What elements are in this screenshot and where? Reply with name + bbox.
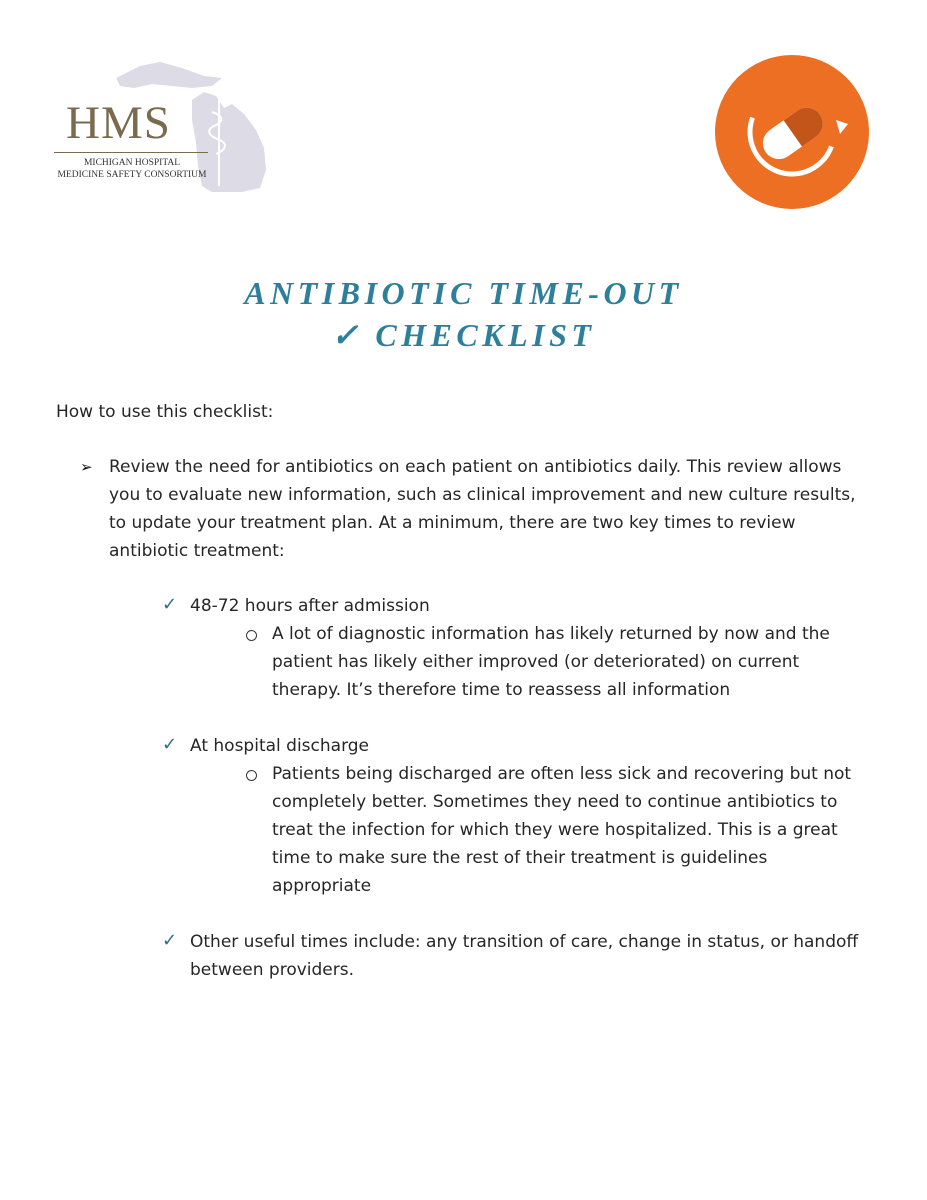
checkmark-icon: ✓ bbox=[162, 930, 178, 951]
hms-logo bbox=[52, 56, 272, 196]
logo-subtitle-line-2: MEDICINE SAFETY CONSORTIUM bbox=[57, 170, 207, 180]
checkmark-icon: ✓ bbox=[162, 734, 178, 755]
title-line-2 bbox=[0, 314, 927, 356]
main-point-line: to update your treatment plan. At a minimum, there are two key times to review bbox=[109, 513, 796, 533]
title-line-1: ANTIBIOTIC TIME-OUT bbox=[244, 275, 683, 311]
other-line: Other useful times include: any transition of care, change in status, or handoff bbox=[190, 932, 859, 952]
logo-divider bbox=[54, 152, 208, 153]
check-item-label: 48-72 hours after admission bbox=[190, 596, 430, 616]
title-check-icon: ✓ bbox=[331, 317, 363, 353]
detail-line: appropriate bbox=[272, 876, 372, 896]
detail-line: therapy. It’s therefore time to reassess all information bbox=[272, 680, 731, 700]
pill-refresh-icon bbox=[714, 54, 870, 210]
logo-subtitle bbox=[54, 157, 210, 181]
main-point bbox=[109, 453, 879, 565]
intro-text: How to use this checklist: bbox=[56, 402, 274, 422]
check-item-label: At hospital discharge bbox=[190, 736, 370, 756]
check-item-other bbox=[190, 928, 900, 984]
circle-bullet-icon bbox=[246, 770, 257, 781]
pill-refresh-badge bbox=[714, 54, 870, 210]
detail-line: A lot of diagnostic information has likely returned by now and the bbox=[272, 624, 830, 644]
main-point-line: you to evaluate new information, such as clinical improvement and new culture results, bbox=[109, 485, 856, 505]
detail-line: Patients being discharged are often less sick and recovering but not bbox=[272, 764, 852, 784]
check-item-detail bbox=[272, 760, 882, 900]
detail-line: treat the infection for which they were hospitalized. This is a great bbox=[272, 820, 838, 840]
circle-bullet-icon bbox=[246, 630, 257, 641]
detail-line: patient has likely either improved (or deteriorated) on current bbox=[272, 652, 800, 672]
check-item-detail bbox=[272, 620, 872, 704]
checkmark-icon: ✓ bbox=[162, 594, 178, 615]
detail-line: time to make sure the rest of their treatment is guidelines bbox=[272, 848, 768, 868]
hms-wordmark: HMS bbox=[66, 97, 171, 149]
page-title bbox=[0, 272, 927, 356]
arrow-bullet-icon: ➢ bbox=[80, 458, 93, 476]
title-line-2-text: CHECKLIST bbox=[375, 317, 596, 353]
detail-line: completely better. Sometimes they need to continue antibiotics to bbox=[272, 792, 838, 812]
other-line: between providers. bbox=[190, 960, 355, 980]
main-point-line: antibiotic treatment: bbox=[109, 541, 285, 561]
main-point-line: Review the need for antibiotics on each patient on antibiotics daily. This review allows bbox=[109, 457, 842, 477]
logo-subtitle-line-1: MICHIGAN HOSPITAL bbox=[83, 158, 181, 168]
